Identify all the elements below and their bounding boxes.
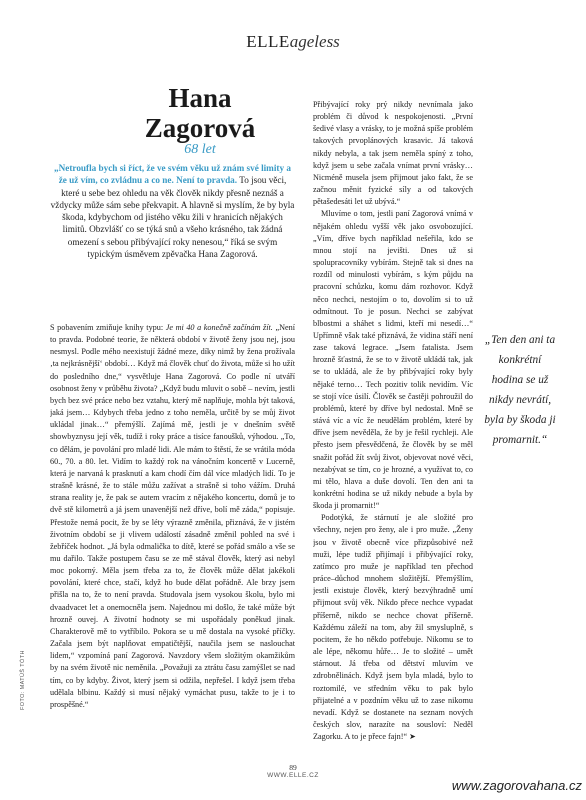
section-name: ageless	[289, 32, 340, 51]
column-paragraph: Mluvíme o tom, jestli paní Zagorová vnímá v nějakém ohledu vyšší věk jako osvobozující. „Vím, dříve bych například nešeřila, kdo se mnou stojí na jevišti. Dnes už si spolupracovníky vybírám. Stejně tak si dnes na rozdíl od minulosti vybírám, s kým půjdu na pracovní schůzku, komu dám rozhovor. Když něco nechci, nestojím o to, dovolím si to už odmítnout. To je posun. Nechci se zabývat blbostmi a sháhet s lidmi, kteří mi nesedí…“ Upřímně však také přiznává, že vidina stáří není zase taková legrace. „Jsem fatalista. Jsem hrozně šťastná, že se to v životě ukládá tak, jak se to ukládá, ale že by přibývající roky byly nějaké terno… Tech pozitiv tolik nevidím. Víc se stojí více úsilí. Člověk se častěji pohroužil do problémů, které by dříve byl nedostal. Mně se stává víc a víc že neudělám problém, které by dříve jsem nevěděla, že by je řešil rychleji. Ale přesto jsem přesvědčená, že člověk by se měl snažit pořád žít svůj život, objevovat nové věci, nezabývat se tím, co je hrozné, a využívat to, co mi tělo, hlava a duše dovolí. Ten den ani ta konkrétní hodina se už nikdy nebude a byla by škoda ji promarnit!“	[313, 209, 473, 511]
column-paragraph	[50, 322, 295, 711]
article-age: 68 let	[184, 142, 216, 157]
article-intro	[50, 162, 295, 330]
article-title: Hana Zagorová	[144, 83, 256, 143]
watermark: www.zagorovahana.cz	[451, 778, 582, 793]
column-paragraph: Přibývající roky prý nikdy nevnímala jako problém či důvod k nespokojenosti. „První šedivé vlasy a vrásky, to je možná spíše problém takových prvoplánových krasavic. Já taková nikdy nebyla, a tak jsem neměla spíný z toho, když jsem u sebe začala vnímat první vrásky… Nicméně musela jsem přijmout jako fakt, že se začnou měnit fyzické síly a od takových pětašedesáti let už ubývá.“	[313, 100, 473, 207]
page-number: 89	[289, 763, 297, 772]
column-paragraph: Podotýká, že stárnutí je ale složité pro všechny, nejen pro ženy, ale i pro muže. „Ženy jsou v životě obecně více přizpůsobivé než muži, lépe tudíž přijímají i přibývající roky, zatímco pro muže je například ten přechod práce–důchod mnohem složitější. Přemýšlím, jestli existuje člověk, který bezvýhradně umí přijmout svůj věk. Nikdo přece nechce vypadat příšerně, nikdo se nechce chovat příšerně. Každému záleží na tom, aby žil smysluplně, s pocitem, že ho někdo potřebuje. Nikomu se to ale lépe, někomu hůře… Je to složité – umět stárnout. Já třeba od dětství mluvím ve zdrobnělinách. Když jsem byla mladá, bylo to roztomilé, ve středním věku to pak bylo přijatelné a v pozdním věku už to zase nikomu nevadí. Když se dostanete na seznam nových českých slov, narazíte na sousloví: Neděl Zagorku. A to je přece fajn!“ ➤	[313, 513, 473, 742]
section-header	[0, 32, 586, 52]
paragraph-start: S pobavením zmiňuje knihy typu:	[50, 323, 164, 332]
book-title: Je mi 40 a konečně začínám žít.	[165, 323, 273, 332]
photo-credit-text: FOTO: MATÚŠ TÓTH	[20, 650, 26, 710]
text-column-right	[313, 99, 473, 762]
paragraph-body: „Není to pravda. Podobné teorie, že některá období v životě ženy jsou nej, jsou nesmysl. Podle mého neexistují žádné meze, díky nimž by žena prožívala ‚ta nejkrásnější‘ období… Když má člověk chuť do života, může si ho užít do posledního dne,“ vysvětluje Hana Zagorová. Co podle ní utváří osobnost ženy v průběhu života? „Když budu mluvit o sobě – nevím, jestli bych bez své práce nebo bez vztahu, který mě naplňuje, mohla být taková, jaká jsem… Kdybych třeba jedno z toho neměla, určitě by se můj život ukládal jinak…“ přemýšlí. Zajímá mě, jestli je v dnešním světě showbyznysu její věk, tudíž i roky práce a tisíce fanoušků, výhodou. „To, co dělám, je povolání pro mladé lidi. Ale mám to štěstí, že se vrátila móda 60., 70. a 80. let. Vidím to každý rok na vánočním koncertě v Lucerně, která je narvaná k prasknutí a kam chodí čím dál více mladých lidí. To je strašně krásné, že to stále můžu zažívat a strašně si toho vážím. Druhá strana reality je, že pak se autem vracím z nějakého koncertu, domů je to dvě stě kilometrů a já jsem unavenější než dříve, bolí mě záda,“ popisuje. Přestože nemá pocit, že by se léty výrazně změnila, přiznává, že v jistém životním období se ji vlivem událostí zásadně změnil pohled na své i žebříček hodnot. „Já byla odmalička to dítě, které se pořád smálo a vše se mu dařilo. Takže postupem času se ze mě stával člověk, který asi nebyl moc pokorný. Měla jsem třeba za to, že člověk může dělat jakékoli povolání, které chce, stačí, když ho bude dělat pořádně. Ale brzy jsem přišla na to, že to není pravda. Studovala jsem vysokou školu, bylo mi dvaadvacet let a onemocněla jsem. Najednou mi došlo, že také může být hrozně ouvej. A životní hodnoty se mi uspořádaly poněkud jinak. Charakterově mě to vytříbilo. Pokora se u mě dostala na vysoké příčky. Začala jsem být naplňovat empatičtější, naučila jsem se naslouchat lidem,“ vzpomíná paní Zagorová. Navzdory všem složitým okamžikům by na svém životě nic neměnila. „Považuji za ztrátu času zamýšlet se nad tím, co by kdyby. Život, který jsem si odžila, nepřešel. I když jsem třeba udělala blbinu. Každý si musí nějaký vymáchat pusu, takže to je i to prospěšné.“	[50, 323, 295, 709]
magazine-brand: ELLE	[246, 32, 290, 51]
intro-body: To jsou věci, které u sebe bez ohledu na věk člověk nikdy přesně neznáš a vždycky může sám sebe překvapit. A hlavně si myslím, že by byla škoda, kdybychom od jistého věku žili v hranicích nějakých limitů. Obzvlášť co se týká snů a všeho krásného, tak žádná omezení s sebou přibývající roky nenesou,“ říká se svým typickým úsměvem zpěvačka Hana Zagorová.	[50, 175, 295, 260]
footer-url: WWW.ELLE.CZ	[267, 772, 319, 779]
pull-quote: „Ten den ani ta konkrétní hodina se už nikdy nevrátí, byla by škoda ji promarnit.“	[484, 334, 556, 446]
intro-lead: „Netroufla bych si říct, že ve svém věku už znám své limity a že už vím, co zvládnu a co ne. Není to pravda.	[54, 163, 291, 186]
text-column-left	[50, 322, 295, 764]
